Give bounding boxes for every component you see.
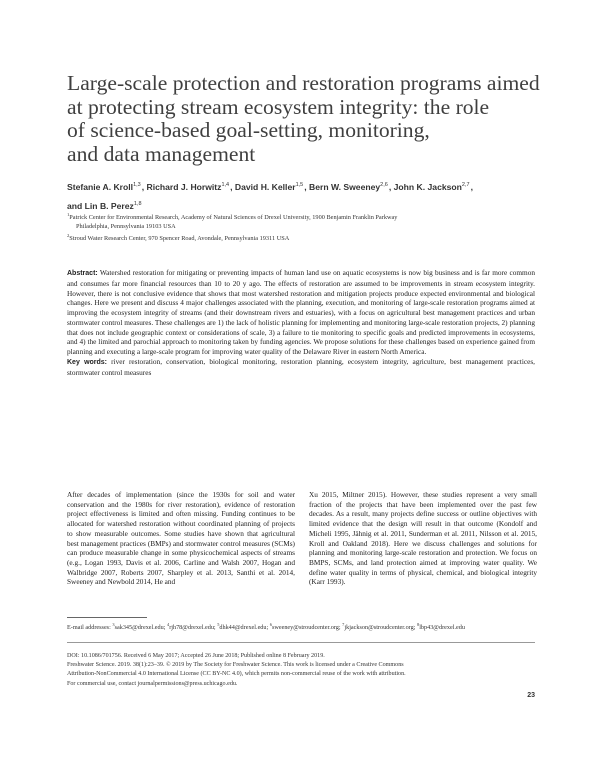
- email-address[interactable]: lbp43@drexel.edu: [419, 624, 465, 631]
- email-marker: 3: [112, 622, 115, 627]
- email-address[interactable]: sweeney@stroudcenter.org;: [271, 624, 343, 631]
- email-address[interactable]: rjh78@drexel.edu;: [169, 624, 218, 631]
- publication-footer: [67, 652, 535, 689]
- author-separator: ,: [230, 182, 235, 192]
- email-marker: 7: [342, 622, 345, 627]
- email-address[interactable]: jkjackson@stroudcenter.org;: [344, 624, 417, 631]
- body-column-left: After decades of implementation (since the 1930s for soil and water conservation and the 1980s for river restoration), evidence of restoration project effectiveness is limited and often missing. Funding continues to be allocated for watershed restoration without coordinated planning of projects to show measurable outcomes. Some studies have shown that agricultural best management practices (BMPs) and stormwater control measures (SCMs) can produce measurable change in some physicochemical aspects of streams (e.g., Logan 1993, Davis et al. 2006, Carline and Walsh 2007, Hogan and Walbridge 2007, Roberts 2007, Sharpley et al. 2013, Santhi et al. 2014, Sweeney and Newbold 2014, He and: [67, 490, 295, 587]
- email-address[interactable]: sak345@drexel.edu;: [114, 624, 168, 631]
- author-affiliation-marker: 1,3: [133, 182, 141, 188]
- author-affiliation-marker: 2,6: [380, 182, 388, 188]
- abstract-label: Abstract:: [67, 270, 98, 277]
- email-label: E-mail addresses:: [67, 624, 113, 631]
- title-line: Large-scale protection and restoration programs aimed: [67, 71, 540, 95]
- license-line: Attribution-NonCommercial 4.0 International License (CC BY-NC 4.0), which permits non-commercial reuse of the work with attribution.: [67, 671, 406, 678]
- email-marker: 8: [416, 622, 420, 627]
- email-addresses: [67, 620, 535, 632]
- author-separator: ,: [470, 182, 473, 192]
- keywords-paragraph: [67, 357, 535, 378]
- doi-line: DOI: 10.1086/701756. Received 6 May 2017; Accepted 26 June 2018; Published online 8 February 2019.: [67, 653, 325, 659]
- author-name: and Lin B. Perez: [67, 201, 134, 211]
- affiliation-1: [67, 210, 527, 231]
- abstract-paragraph: [67, 268, 535, 357]
- title-line: of science-based goal-setting, monitoring,: [67, 118, 430, 142]
- body-column-right: Xu 2015, Miltner 2015). However, these studies represent a very small fraction of the projects that have been implemented over the past few decades. As a result, many projects define success or outline objectives with limited evidence that the design will result in that outcome (Kondolf and Micheli 1995, Jähnig et al. 2011, Sunderman et al. 2011, Nilsson et al. 2015, Kroll and Oakland 2018). Here we discuss challenges and solutions for planning and monitoring large-scale restoration and protection. We focus on BMPS, SCMs, and land protection aimed at improving water quality. We define water quality in terms of physical, chemical, and biological integrity (Karr 1993).: [309, 490, 537, 587]
- abstract-block: [67, 268, 535, 377]
- keywords-text: river restoration, conservation, biological monitoring, restoration planning, ecosystem integrity, agriculture, best management practices, stormwater control measures: [67, 356, 535, 377]
- author-affiliation-marker: 2,7: [461, 182, 470, 188]
- author-name: John K. Jackson: [393, 182, 462, 192]
- author-name: Stefanie A. Kroll: [67, 182, 134, 192]
- author-name: Richard J. Horwitz: [146, 182, 222, 192]
- affiliation-text: Patrick Center for Environmental Research, Academy of Natural Sciences of Drexel University, 1900 Benjamin Franklin Parkway: [69, 214, 398, 221]
- page-number: 23: [527, 692, 535, 699]
- author-name: Bern W. Sweeney: [309, 182, 381, 192]
- commercial-use-line: For commercial use, contact journalpermissions@press.uchicago.edu.: [67, 680, 238, 687]
- affiliation-2: [67, 231, 527, 243]
- author-separator: ,: [304, 182, 309, 192]
- email-marker: 6: [269, 622, 272, 627]
- affiliation-marker: 2: [67, 233, 70, 238]
- article-title: [67, 72, 547, 166]
- affiliation-marker: 1: [67, 212, 70, 217]
- affiliation-text-cont: Philadelphia, Pennsylvania 19103 USA: [76, 223, 176, 230]
- author-affiliation-marker: 1,5: [295, 182, 304, 188]
- author-separator: ,: [388, 182, 394, 192]
- email-marker: 4: [167, 622, 170, 627]
- author-affiliation-marker: 1,8: [133, 201, 142, 207]
- footer-rule: [67, 642, 535, 643]
- email-address[interactable]: dhk44@drexel.edu;: [219, 624, 270, 631]
- author-affiliation-marker: 1,4: [221, 182, 230, 188]
- abstract-text: Watershed restoration for mitigating or preventing impacts of human land use on aquatic ecosystems is now big business and is far more common and consumes far more financial resources than 10 to 20 y ago. The effects of restoration are assumed to be improvements in stream ecosystem integrity. However, there is not conclusive evidence that shows that most watershed restoration and mitigation projects produce expected environmental and biological changes. Here we present and discuss 4 major challenges associated with the planning, execution, and monitoring of large-scale restoration programs aimed at improving the ecosystem integrity of streams (and their downstream rivers and estuaries), with a focus on agricultural best management practices and urban stormwater control measures. These challenges are 1) the lack of holistic planning for implementing and monitoring large-scale restoration projects, 2) planning that does not include geographic context or considerations of scale, 3) a failure to tie monitoring to specific goals and predicted improvements in ecosystems, and 4) the limited and parochial approach to monitoring taken by funding agencies. We propose solutions for these challenges based on experience gained from planning and executing a large-scale program for improving water quality of the Delaware River in eastern North America.: [67, 268, 535, 356]
- author-name: David H. Keller: [234, 182, 296, 192]
- title-line: and data management: [67, 141, 256, 166]
- author-separator: ,: [141, 182, 147, 192]
- keywords-label: Key words:: [67, 358, 108, 366]
- title-line: at protecting stream ecosystem integrity: the role: [67, 94, 490, 119]
- license-line: Freshwater Science. 2019. 38(1):23–39. © 2019 by The Society for Freshwater Science. This work is licensed under a Creative Commons: [67, 662, 404, 669]
- affiliation-text: Stroud Water Research Center, 970 Spencer Road, Avondale, Pennsylvania 19311 USA: [69, 235, 290, 242]
- email-marker: 5: [217, 622, 220, 627]
- footnote-rule: [67, 617, 147, 618]
